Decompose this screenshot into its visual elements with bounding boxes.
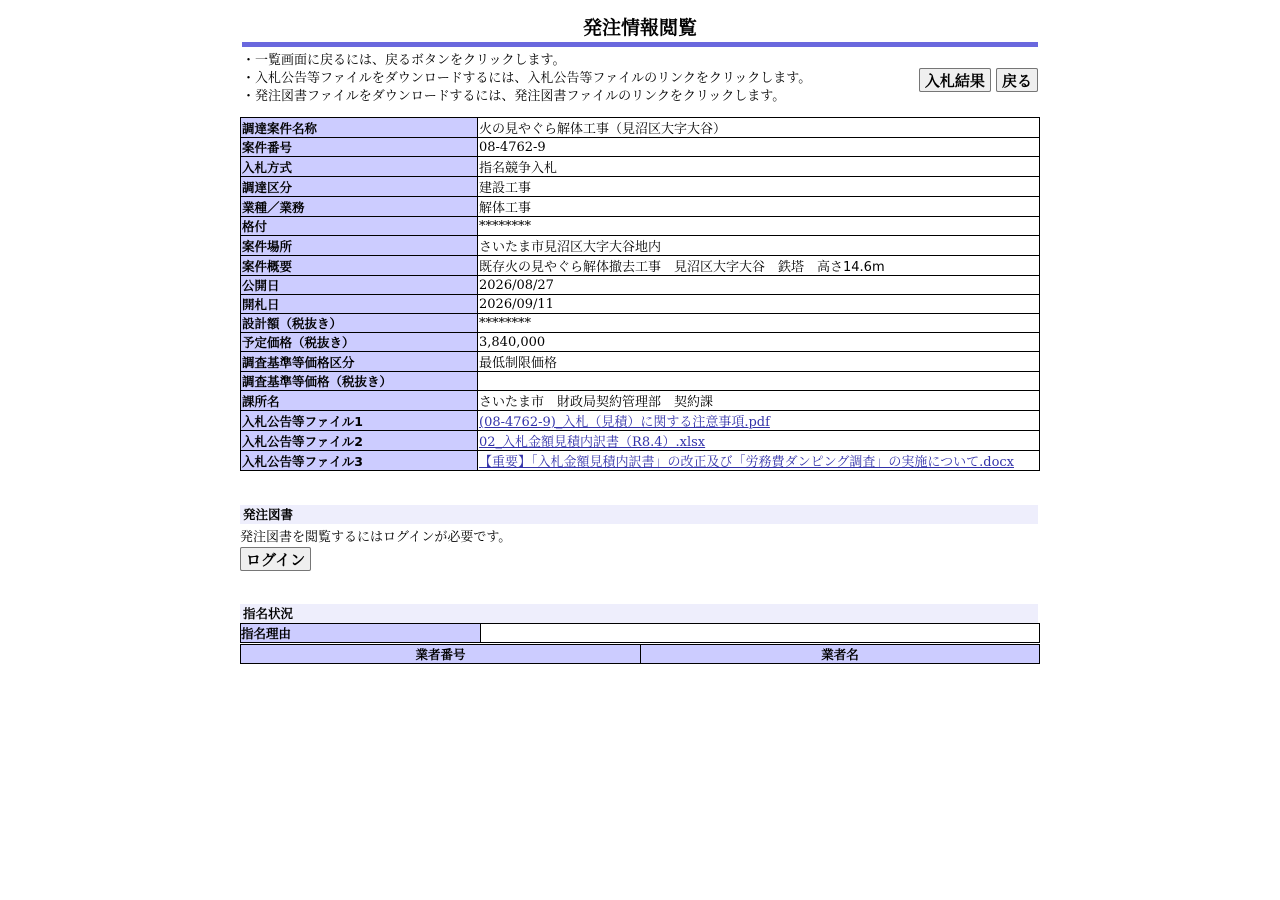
table-row <box>241 333 1040 352</box>
table-row <box>241 217 1040 236</box>
file-cell <box>478 451 1040 471</box>
file-label: 入札公告等ファイル3 <box>241 451 478 471</box>
table-row <box>241 157 1040 177</box>
login-button[interactable]: ログイン <box>240 547 311 571</box>
page <box>240 0 1040 664</box>
table-row <box>241 431 1040 451</box>
row-label: 開札日 <box>241 295 478 314</box>
instructions <box>242 52 811 106</box>
table-row <box>241 236 1040 256</box>
row-label: 格付 <box>241 217 478 236</box>
row-label: 調査基準等価格区分 <box>241 352 478 372</box>
row-value: 3,840,000 <box>478 333 1040 352</box>
row-value: 建設工事 <box>478 177 1040 197</box>
row-value: 2026/09/11 <box>478 295 1040 314</box>
row-value: さいたま市 財政局契約管理部 契約課 <box>478 391 1040 411</box>
reason-label: 指名理由 <box>241 624 481 643</box>
row-label: 予定価格（税抜き） <box>241 333 478 352</box>
row-value: 解体工事 <box>478 197 1040 217</box>
table-row <box>241 295 1040 314</box>
table-row <box>241 624 1040 643</box>
login-required-note: 発注図書を閲覧するにはログインが必要です。 <box>240 530 512 545</box>
row-value: 既存火の見やぐら解体撤去工事 見沼区大字大谷 鉄塔 高さ14.6m <box>478 256 1040 276</box>
row-value: 指名競争入札 <box>478 157 1040 177</box>
instruction-line: ・入札公告等ファイルをダウンロードするには、入札公告等ファイルのリンクをクリックします。 <box>242 71 812 86</box>
table-row <box>241 177 1040 197</box>
drawings-heading: 発注図書 <box>240 505 1038 524</box>
file-cell <box>478 411 1040 431</box>
file-label: 入札公告等ファイル2 <box>241 431 478 451</box>
row-value: 火の見やぐら解体工事（見沼区大字大谷） <box>478 118 1040 138</box>
row-label: 案件場所 <box>241 236 478 256</box>
row-value: 最低制限価格 <box>478 352 1040 372</box>
intro-section <box>240 47 1040 117</box>
row-label: 調査基準等価格（税抜き） <box>241 372 478 391</box>
file-cell <box>478 431 1040 451</box>
row-label: 案件概要 <box>241 256 478 276</box>
row-label: 公開日 <box>241 276 478 295</box>
file-link[interactable]: 02_入札金額見積内訳書（R8.4）.xlsx <box>479 435 706 450</box>
action-buttons <box>919 68 1038 92</box>
column-header-vendor-name: 業者名 <box>641 645 1040 664</box>
row-value: 2026/08/27 <box>478 276 1040 295</box>
row-value: さいたま市見沼区大字大谷地内 <box>478 236 1040 256</box>
file-link[interactable]: 【重要】「入札金額見積内訳書」の改正及び「労務費ダンピング調査」の実施について.docx <box>479 455 1015 470</box>
table-row <box>241 391 1040 411</box>
row-label: 案件番号 <box>241 138 478 157</box>
table-row <box>241 138 1040 157</box>
page-title: 発注情報閲覧 <box>582 17 697 39</box>
table-row <box>241 197 1040 217</box>
row-value <box>478 372 1040 391</box>
row-label: 設計額（税抜き） <box>241 314 478 333</box>
row-value: ******** <box>478 314 1040 333</box>
file-label: 入札公告等ファイル1 <box>241 411 478 431</box>
file-link[interactable]: (08-4762-9)_入札（見積）に関する注意事項.pdf <box>479 415 770 430</box>
table-row <box>241 118 1040 138</box>
reason-value <box>481 624 1040 643</box>
instruction-line: ・発注図書ファイルをダウンロードするには、発注図書ファイルのリンクをクリックします。 <box>242 89 786 104</box>
designation-heading: 指名状況 <box>240 604 1038 623</box>
table-header-row <box>241 645 1040 664</box>
row-value: ******** <box>478 217 1040 236</box>
bid-results-button[interactable]: 入札結果 <box>919 68 991 92</box>
row-label: 入札方式 <box>241 157 478 177</box>
table-row <box>241 372 1040 391</box>
row-label: 業種／業務 <box>241 197 478 217</box>
row-value: 08-4762-9 <box>478 138 1040 157</box>
row-label: 調達区分 <box>241 177 478 197</box>
table-row <box>241 352 1040 372</box>
instruction-line: ・一覧画面に戻るには、戻るボタンをクリックします。 <box>242 53 566 68</box>
table-row <box>241 411 1040 431</box>
back-button[interactable]: 戻る <box>996 68 1038 92</box>
table-row <box>241 314 1040 333</box>
order-info-table <box>240 117 1040 471</box>
row-label: 調達案件名称 <box>241 118 478 138</box>
row-label: 課所名 <box>241 391 478 411</box>
column-header-vendor-number: 業者番号 <box>241 645 641 664</box>
table-row <box>241 256 1040 276</box>
table-row <box>241 451 1040 471</box>
designation-reason-table <box>240 623 1040 643</box>
table-row <box>241 276 1040 295</box>
vendor-table <box>240 644 1040 664</box>
